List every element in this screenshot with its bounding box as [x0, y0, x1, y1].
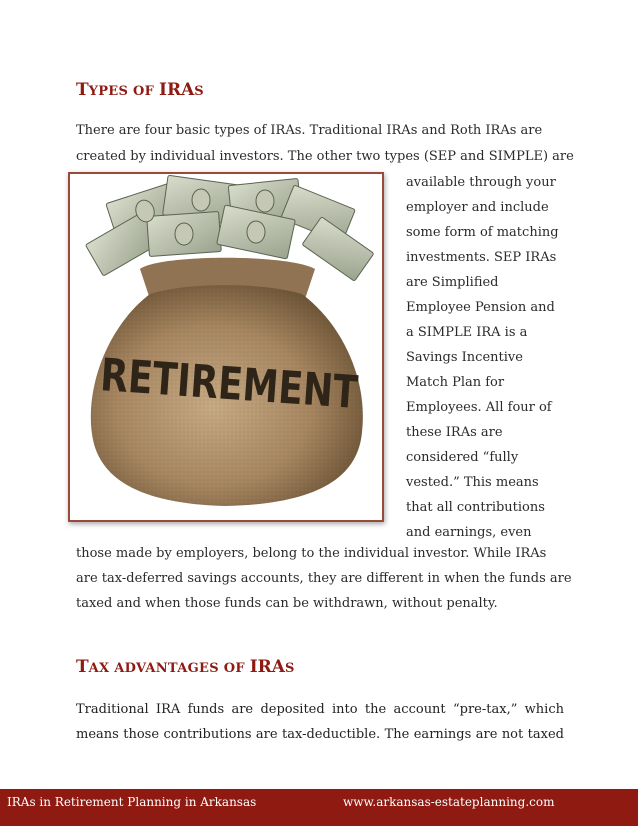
paragraph-line: those made by employers, belong to the individual investor. While IRAs	[76, 546, 547, 561]
paragraph-line: some form of matching	[406, 225, 559, 240]
section-heading-tax-advantages: TAX ADVANTAGES OF IRAS	[76, 657, 295, 677]
paragraph-line: taxed and when those funds can be withdrawn, without penalty.	[76, 596, 498, 611]
paragraph-line: created by individual investors. The other two types (SEP and SIMPLE) are	[76, 149, 574, 164]
paragraph-line: available through your	[406, 175, 556, 190]
paragraph-line: a SIMPLE IRA is a	[406, 325, 528, 340]
paragraph-line: that all contributions	[406, 500, 545, 515]
paragraph-line: employer and include	[406, 200, 549, 215]
paragraph-line: vested.” This means	[406, 475, 539, 490]
paragraph-line: these IRAs are	[406, 425, 503, 440]
page-number: 4	[618, 787, 630, 806]
retirement-bag-image	[68, 172, 384, 522]
paragraph-line: Match Plan for	[406, 375, 505, 390]
section-heading-types: TYPES OF IRAS	[76, 80, 204, 100]
paragraph-line: considered “fully	[406, 450, 519, 465]
paragraph-line: are Simplified	[406, 275, 499, 290]
footer-website-link[interactable]: www.arkansas-estateplanning.com	[343, 795, 555, 809]
bag-label: RETIREMENT	[98, 348, 360, 420]
paragraph-line: Traditional IRA funds are deposited into the account “pre-tax,” which	[76, 702, 564, 717]
paragraph-line: are tax-deferred savings accounts, they are different in when the funds are	[76, 571, 572, 586]
paragraph-line: investments. SEP IRAs	[406, 250, 557, 265]
money-bag-icon	[70, 174, 382, 520]
paragraph-line: Employees. All four of	[406, 400, 552, 415]
footer-title: IRAs in Retirement Planning in Arkansas	[7, 795, 257, 809]
paragraph-line: Savings Incentive	[406, 350, 523, 365]
paragraph-line: means those contributions are tax-deductible. The earnings are not taxed	[76, 727, 564, 742]
paragraph-line: There are four basic types of IRAs. Traditional IRAs and Roth IRAs are	[76, 123, 543, 138]
paragraph-line: Employee Pension and	[406, 300, 555, 315]
paragraph-line: and earnings, even	[406, 525, 532, 540]
